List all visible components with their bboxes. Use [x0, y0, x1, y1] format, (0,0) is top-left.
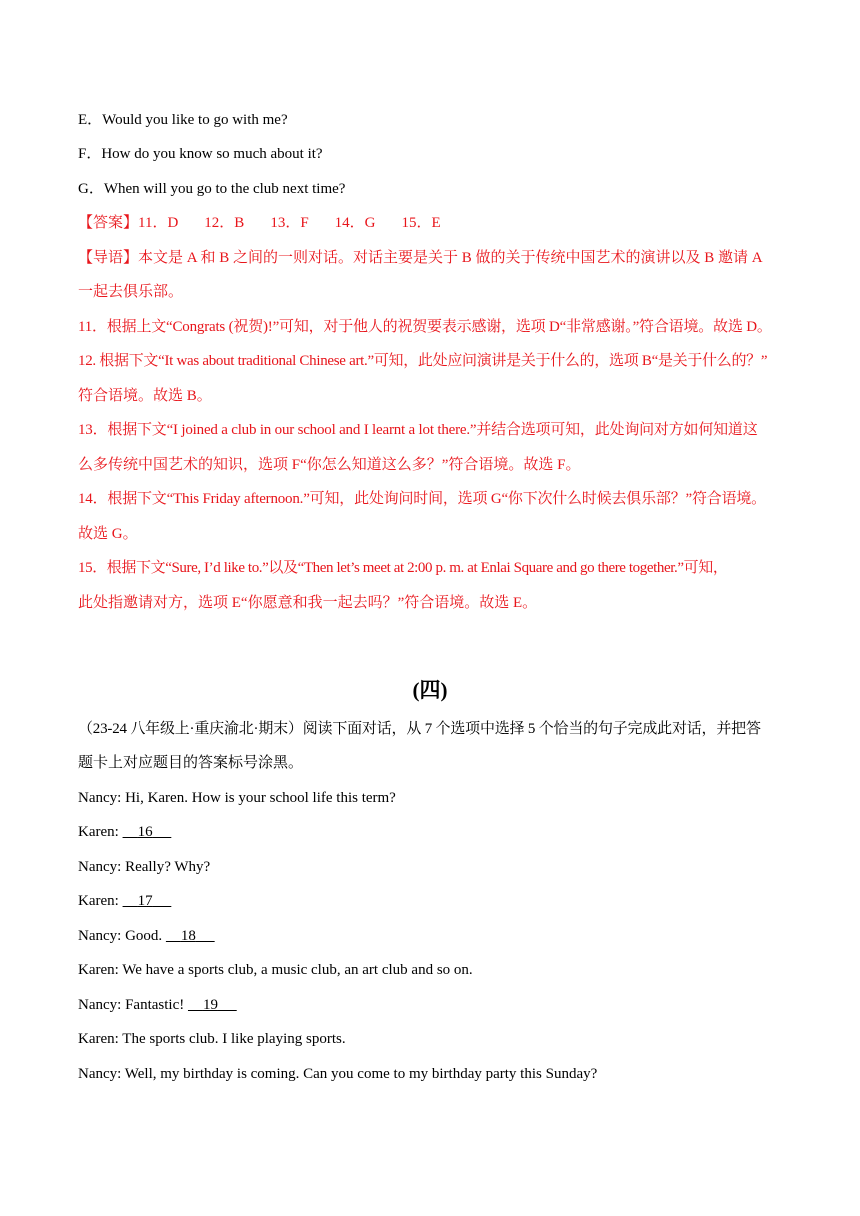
dialogue-line [78, 891, 788, 911]
explanation-12-line-1: 12. 根据下文“It was about traditional Chinese art.”可知，此处应问演讲是关于什么的，选项 B“是关于什么的？” [78, 353, 768, 369]
answer-15: 15．E [401, 215, 441, 231]
explanation-14-line-1: 14．根据下文“This Friday afternoon.”可知，此处询问时间，选项 G“你下次什么时候去俱乐部？”符合语境。 [78, 491, 766, 507]
blank-16[interactable] [123, 822, 172, 842]
speaker-text: Nancy: Fantastic! [78, 997, 185, 1013]
blank-number: 17 [137, 893, 153, 909]
dialogue-line [78, 926, 788, 946]
dialogue-line: Nancy: Really? Why? [78, 859, 211, 875]
option-e: E．Would you like to go with me? [78, 112, 288, 128]
blank-number: 18 [180, 928, 196, 944]
speaker-text: Karen: [78, 824, 119, 840]
section-title: (四) [412, 678, 448, 702]
guide-text-1: 本文是 A 和 B 之间的一则对话。对话主要是关于 B 做的关于传统中国艺术的演讲以及 B 邀请 A [138, 250, 763, 266]
blank-18[interactable] [166, 926, 215, 946]
blank-number: 19 [202, 997, 218, 1013]
answer-11: 11．D [138, 215, 179, 231]
option-f: F．How do you know so much about it? [78, 146, 323, 162]
explanation-11: 11．根据上文“Congrats (祝贺)!”可知，对于他人的祝贺要表示感谢，选项 D“非常感谢。”符合语境。故选 D。 [78, 319, 772, 335]
dialogue-line [78, 822, 788, 842]
speaker-text: Nancy: Good. [78, 928, 163, 944]
answer-key [78, 213, 788, 233]
explanation-15-line-2: 此处指邀请对方，选项 E“你愿意和我一起去吗？”符合语境。故选 E。 [78, 595, 538, 611]
blank-number: 16 [137, 824, 153, 840]
answer-14: 14．G [334, 215, 376, 231]
explanation-15-line-1: 15．根据下文“Sure, I’d like to.”以及“Then let’s meet at 2:00 p. m. at Enlai Square and go there together.”可知， [78, 560, 728, 576]
guide-line-2: 一起去俱乐部。 [78, 284, 184, 300]
answer-label: 【答案】 [78, 215, 139, 231]
answer-13: 13．F [270, 215, 309, 231]
blank-17[interactable] [123, 891, 172, 911]
speaker-text: Karen: [78, 893, 119, 909]
dialogue-line: Nancy: Well, my birthday is coming. Can you come to my birthday party this Sunday? [78, 1066, 598, 1082]
dialogue-line: Nancy: Hi, Karen. How is your school life this term? [78, 790, 396, 806]
explanation-12-line-2: 符合语境。故选 B。 [78, 388, 212, 404]
intro-line-2: 题卡上对应题目的答案标号涂黑。 [78, 755, 304, 771]
dialogue-line: Karen: We have a sports club, a music club, an art club and so on. [78, 962, 473, 978]
dialogue-line: Karen: The sports club. I like playing sports. [78, 1031, 346, 1047]
guide-line-1 [78, 248, 788, 268]
guide-label: 【导语】 [78, 250, 139, 266]
explanation-13-line-1: 13．根据下文“I joined a club in our school and I learnt a lot there.”并结合选项可知，此处询问对方如何知道这 [78, 422, 758, 438]
explanation-14-line-2: 故选 G。 [78, 526, 138, 542]
blank-19[interactable] [188, 995, 237, 1015]
answer-12: 12．B [204, 215, 245, 231]
intro-line-1: （23-24 八年级上·重庆渝北·期末）阅读下面对话，从 7 个选项中选择 5 个恰当的句子完成此对话，并把答 [78, 721, 761, 737]
option-g: G．When will you go to the club next time? [78, 181, 346, 197]
dialogue-line [78, 995, 788, 1015]
explanation-13-line-2: 么多传统中国艺术的知识，选项 F“你怎么知道这么多？”符合语境。故选 F。 [78, 457, 581, 473]
